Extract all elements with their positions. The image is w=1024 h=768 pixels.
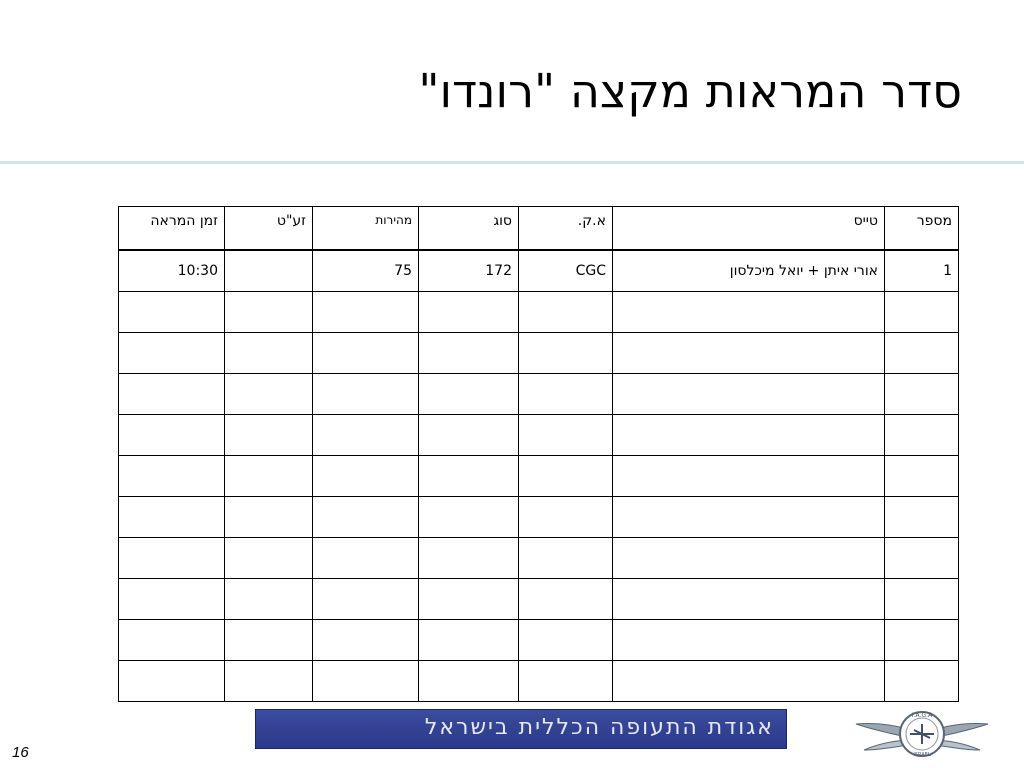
header-takeoff-time: זמן המראה [119,207,225,251]
cell-type [419,456,519,497]
cell-takeoff-time [119,620,225,661]
cell-speed [313,579,419,620]
cell-zaat [225,661,313,702]
cell-callsign [519,292,613,333]
cell-type [419,333,519,374]
cell-takeoff-time [119,374,225,415]
table-row [119,374,959,415]
cell-type: 172 [419,250,519,292]
table-row [119,497,959,538]
cell-zaat [225,250,313,292]
header-number: מספר [885,207,959,251]
cell-callsign [519,333,613,374]
cell-number [885,497,959,538]
cell-zaat [225,620,313,661]
cell-speed [313,620,419,661]
cell-number [885,456,959,497]
table-row [119,456,959,497]
svg-text:I.A.G.A: I.A.G.A [911,712,933,719]
cell-takeoff-time [119,333,225,374]
cell-speed [313,333,419,374]
table-body [119,250,959,702]
cell-callsign [519,456,613,497]
cell-number [885,415,959,456]
cell-callsign [519,374,613,415]
cell-speed [313,661,419,702]
table-row [119,620,959,661]
cell-zaat [225,538,313,579]
cell-callsign: CGC [519,250,613,292]
cell-number [885,374,959,415]
cell-number [885,538,959,579]
cell-callsign [519,497,613,538]
cell-speed [313,538,419,579]
cell-zaat [225,497,313,538]
header-callsign: א.ק. [519,207,613,251]
cell-type [419,579,519,620]
cell-pilot [613,538,885,579]
cell-zaat [225,374,313,415]
cell-type [419,292,519,333]
table-header-row [119,207,959,251]
cell-callsign [519,415,613,456]
table-row [119,333,959,374]
cell-speed [313,497,419,538]
cell-pilot [613,620,885,661]
cell-number [885,620,959,661]
svg-text:ISRAEL: ISRAEL [913,752,931,758]
cell-pilot [613,292,885,333]
iaga-wings-logo [852,700,992,768]
cell-pilot [613,579,885,620]
cell-takeoff-time: 10:30 [119,250,225,292]
cell-speed [313,415,419,456]
header-zaat: זע"ט [225,207,313,251]
cell-number [885,292,959,333]
cell-takeoff-time [119,661,225,702]
cell-number [885,661,959,702]
cell-type [419,538,519,579]
cell-callsign [519,661,613,702]
cell-speed: 75 [313,250,419,292]
cell-takeoff-time [119,292,225,333]
cell-zaat [225,333,313,374]
cell-pilot [613,661,885,702]
header-speed: מהירות [313,207,419,251]
page-number: 16 [12,744,29,761]
cell-takeoff-time [119,456,225,497]
cell-type [419,374,519,415]
cell-pilot: אורי איתן + יואל מיכלסון [613,250,885,292]
cell-speed [313,374,419,415]
cell-takeoff-time [119,579,225,620]
cell-takeoff-time [119,497,225,538]
cell-pilot [613,415,885,456]
cell-zaat [225,415,313,456]
cell-pilot [613,497,885,538]
cell-type [419,661,519,702]
cell-pilot [613,374,885,415]
table-row [119,250,959,292]
cell-zaat [225,292,313,333]
slide-title: סדר המראות מקצה "רונדו" [418,64,962,118]
title-divider [0,161,1024,164]
cell-takeoff-time [119,415,225,456]
cell-callsign [519,579,613,620]
cell-takeoff-time [119,538,225,579]
header-type: סוג [419,207,519,251]
cell-speed [313,292,419,333]
table-row [119,538,959,579]
cell-zaat [225,579,313,620]
table-row [119,415,959,456]
header-pilot: טייס [613,207,885,251]
cell-number [885,333,959,374]
cell-type [419,415,519,456]
cell-pilot [613,333,885,374]
cell-number: 1 [885,250,959,292]
table-row [119,579,959,620]
association-banner [255,709,787,749]
banner-text: אגודת התעופה הכללית בישראל [424,715,774,740]
table-row [119,661,959,702]
cell-zaat [225,456,313,497]
cell-type [419,620,519,661]
cell-pilot [613,456,885,497]
cell-callsign [519,538,613,579]
cell-callsign [519,620,613,661]
cell-speed [313,456,419,497]
cell-type [419,497,519,538]
cell-number [885,579,959,620]
table-row [119,292,959,333]
takeoff-order-table [118,206,959,702]
